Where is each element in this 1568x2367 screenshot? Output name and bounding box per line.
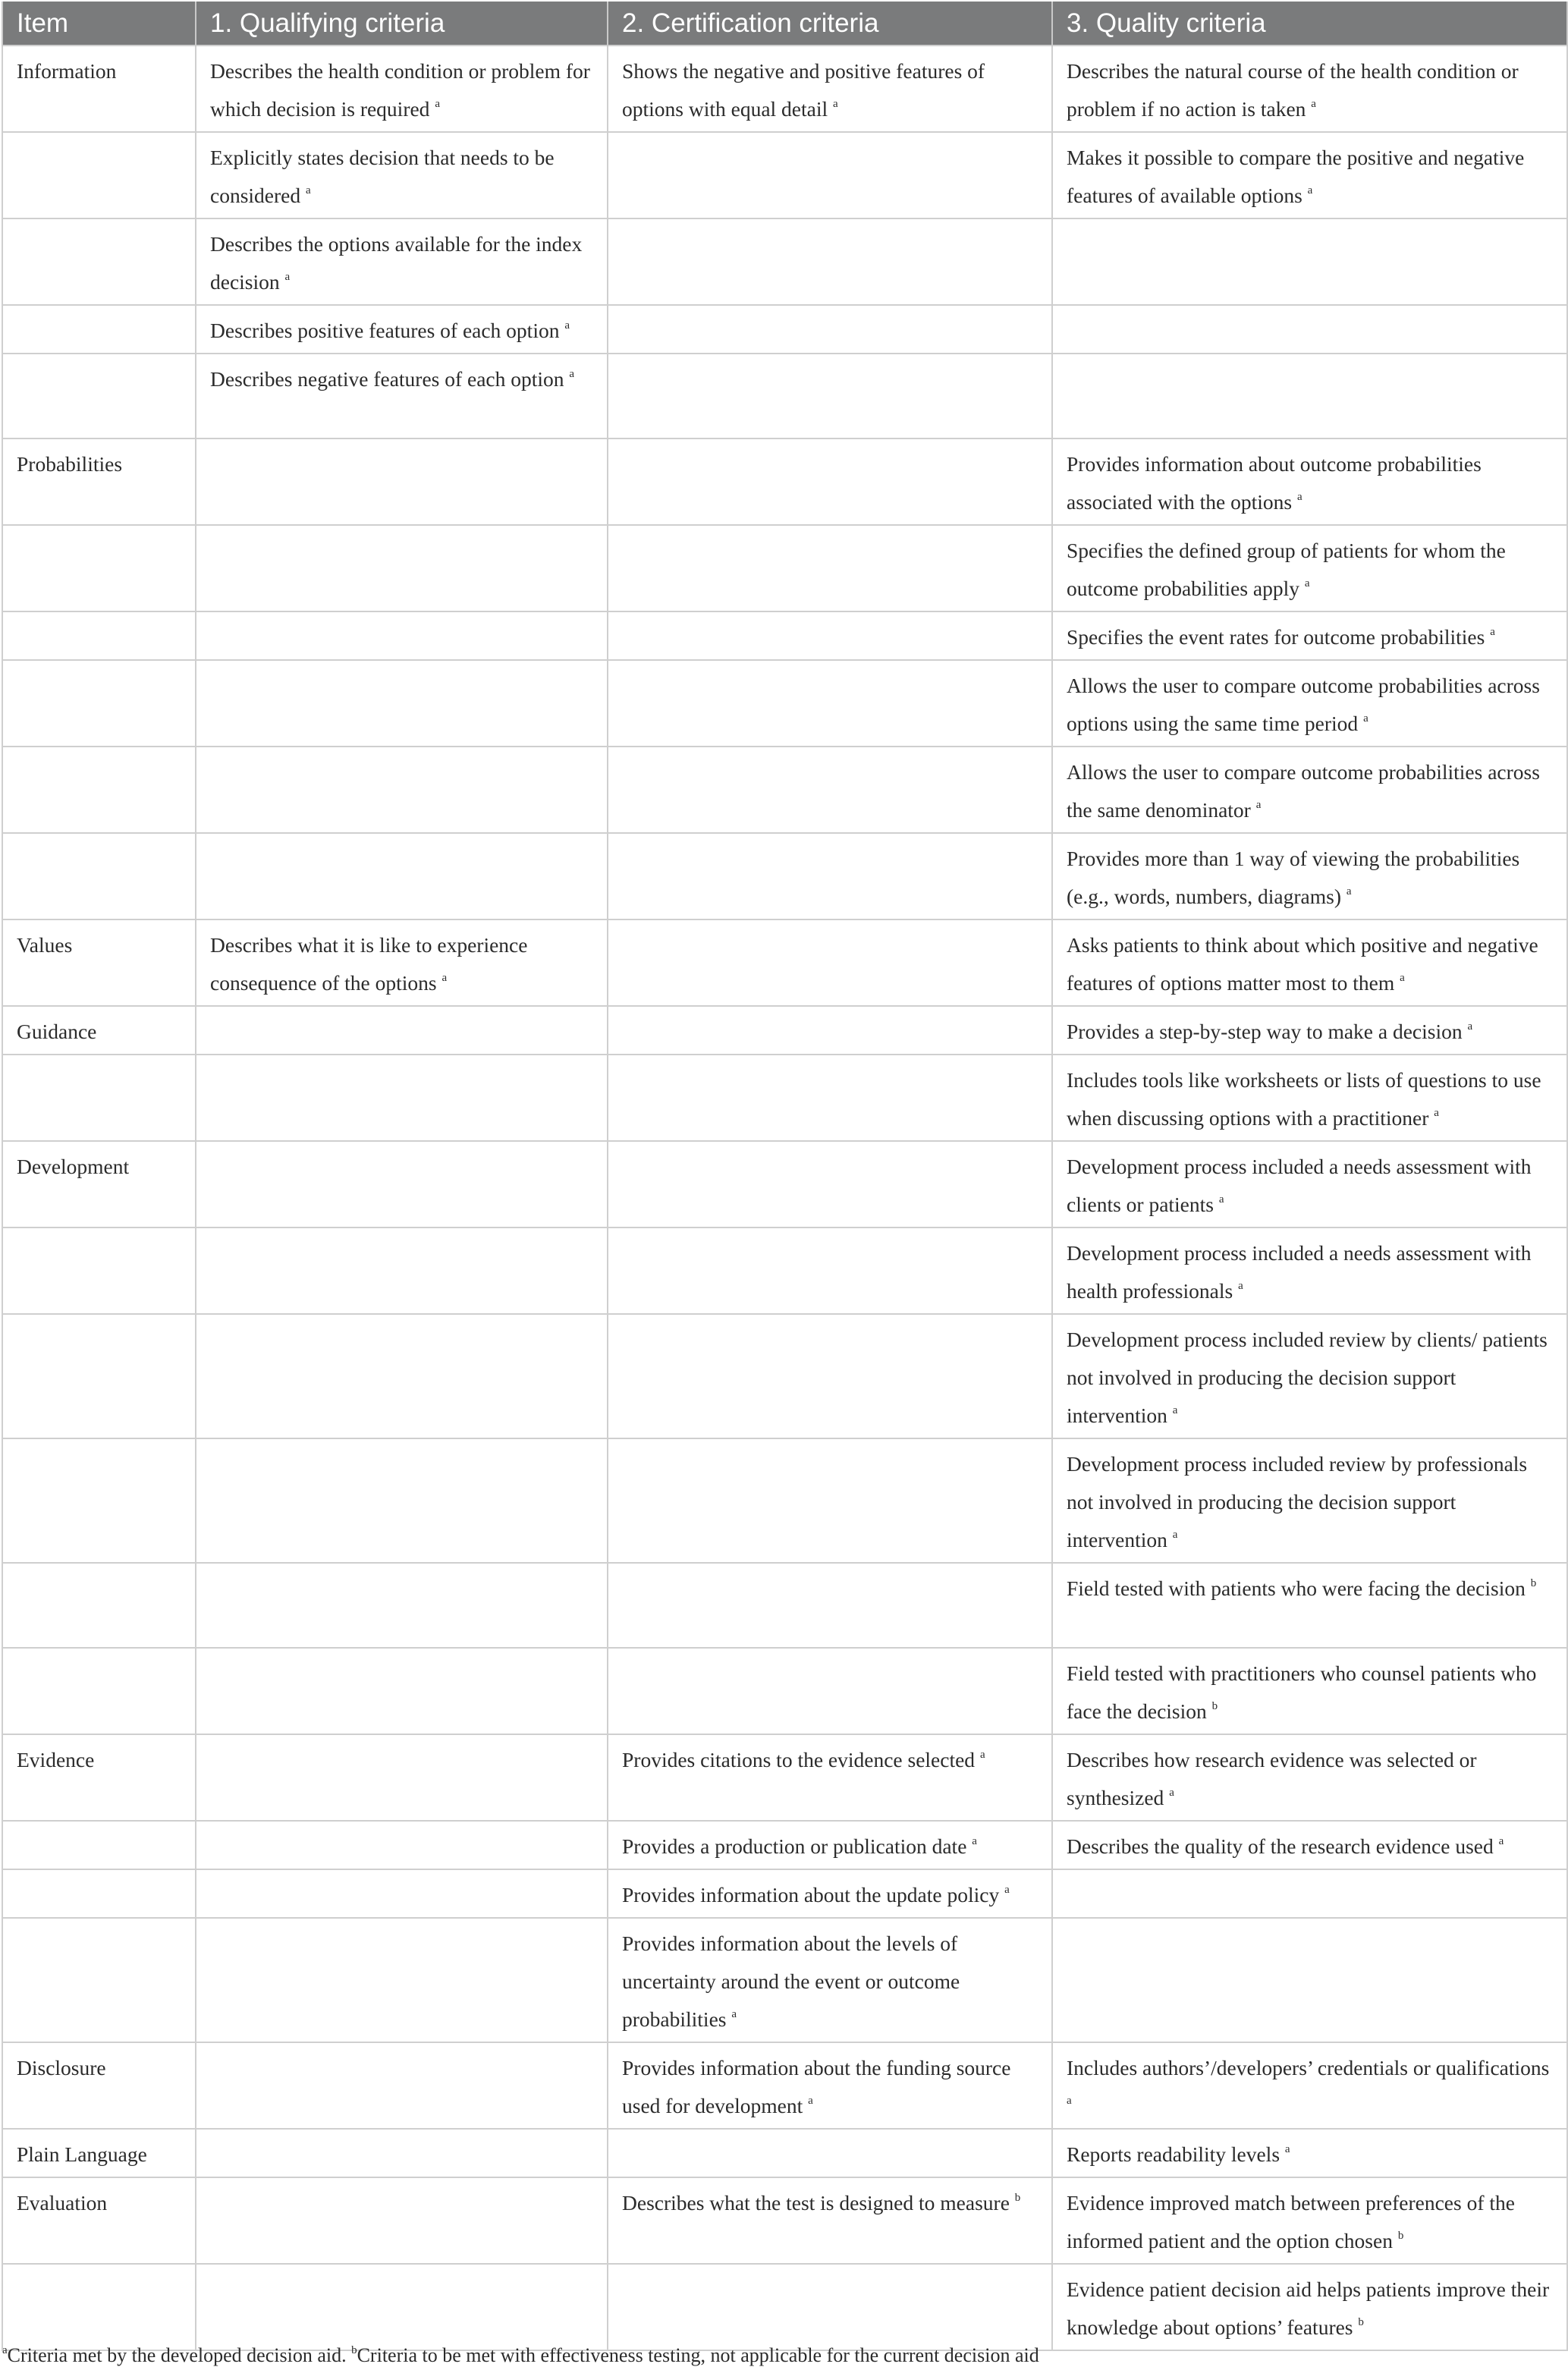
cell-text: Development process included a needs assessment with clients or patients xyxy=(1067,1155,1532,1216)
cell-text: Specifies the defined group of patients for whom the outcome probabilities apply xyxy=(1067,539,1506,600)
item-cell xyxy=(2,46,196,132)
qualifying-cell xyxy=(196,1228,608,1314)
footnote-marker: b xyxy=(1397,2230,1404,2242)
footnote-marker: a xyxy=(1363,712,1368,725)
quality-cell xyxy=(1052,1438,1567,1563)
quality-cell xyxy=(1052,747,1567,833)
item-cell xyxy=(2,1141,196,1228)
certification-cell xyxy=(608,919,1052,1006)
qualifying-cell xyxy=(196,2177,608,2264)
cell-text: Describes what it is like to experience consequence of the options xyxy=(210,933,528,995)
table-row xyxy=(2,1821,1567,1869)
certification-cell xyxy=(608,833,1052,919)
certification-cell xyxy=(608,218,1052,305)
certification-cell xyxy=(608,1055,1052,1141)
qualifying-cell xyxy=(196,354,608,439)
qualifying-cell xyxy=(196,439,608,525)
cell-text: Reports readability levels xyxy=(1067,2142,1280,2166)
table-row xyxy=(2,1563,1567,1648)
quality-cell xyxy=(1052,2042,1567,2129)
quality-cell xyxy=(1052,218,1567,305)
item-cell xyxy=(2,1314,196,1438)
item-cell xyxy=(2,1648,196,1734)
footnote-marker: a xyxy=(1067,2095,1072,2107)
item-cell xyxy=(2,305,196,354)
footnote-marker: a xyxy=(808,2095,813,2107)
footnote-text-a: Criteria met by the developed decision aid. xyxy=(7,2344,352,2366)
cell-text: Describes negative features of each option xyxy=(210,367,564,391)
certification-cell xyxy=(608,2129,1052,2177)
certification-cell xyxy=(608,1918,1052,2042)
item-cell xyxy=(2,1438,196,1563)
certification-cell xyxy=(608,1563,1052,1648)
certification-cell xyxy=(608,1734,1052,1821)
footnote-marker: a xyxy=(972,1835,977,1847)
qualifying-cell xyxy=(196,833,608,919)
item-cell xyxy=(2,611,196,660)
footnote-marker: a xyxy=(1311,98,1316,110)
qualifying-cell xyxy=(196,218,608,305)
footnote-marker: a xyxy=(1218,1193,1224,1206)
cell-text: Provides information about the funding source used for development xyxy=(622,2056,1011,2117)
certification-cell xyxy=(608,1438,1052,1563)
certification-cell xyxy=(608,354,1052,439)
cell-text: Explicitly states decision that needs to be considered xyxy=(210,146,555,207)
certification-cell xyxy=(608,2042,1052,2129)
footnote-marker: a xyxy=(284,271,291,283)
table-row xyxy=(2,1228,1567,1314)
quality-cell xyxy=(1052,1006,1567,1055)
qualifying-cell xyxy=(196,1055,608,1141)
table-row xyxy=(2,525,1567,611)
qualifying-cell xyxy=(196,2129,608,2177)
certification-cell xyxy=(608,2264,1052,2350)
header-qualifying-criteria: 1. Qualifying criteria xyxy=(196,2,608,46)
table-row xyxy=(2,2042,1567,2129)
cell-text: Provides a production or publication date xyxy=(622,1834,967,1858)
header-quality-criteria: 3. Quality criteria xyxy=(1052,2,1567,46)
cell-text: Makes it possible to compare the positive and negative features of available options xyxy=(1067,146,1525,207)
footnote-marker: a xyxy=(1172,1529,1178,1541)
footnote-mark-a: a xyxy=(2,2344,8,2356)
quality-cell xyxy=(1052,1228,1567,1314)
cell-text: Values xyxy=(17,933,73,957)
quality-cell xyxy=(1052,305,1567,354)
item-cell xyxy=(2,1055,196,1141)
quality-cell xyxy=(1052,2177,1567,2264)
certification-cell xyxy=(608,2177,1052,2264)
footnote-marker: a xyxy=(569,368,575,380)
cell-text: Evidence xyxy=(17,1748,95,1771)
item-cell xyxy=(2,919,196,1006)
footnote-text-b: Criteria to be met with effectiveness testing, not applicable for the current decision aid xyxy=(357,2344,1039,2366)
footnote-marker: a xyxy=(1467,1020,1473,1033)
quality-cell xyxy=(1052,1821,1567,1869)
footnote-marker: a xyxy=(1434,1107,1439,1119)
table-row xyxy=(2,1055,1567,1141)
qualifying-cell xyxy=(196,132,608,218)
certification-cell xyxy=(608,1648,1052,1734)
qualifying-cell xyxy=(196,46,608,132)
footnote-marker: a xyxy=(1490,626,1495,638)
cell-text: Field tested with patients who were facing the decision xyxy=(1067,1576,1526,1600)
item-cell xyxy=(2,354,196,439)
quality-cell xyxy=(1052,660,1567,747)
certification-cell xyxy=(608,1006,1052,1055)
certification-cell xyxy=(608,1141,1052,1228)
quality-cell xyxy=(1052,354,1567,439)
table-row xyxy=(2,354,1567,439)
table-row xyxy=(2,439,1567,525)
certification-cell xyxy=(608,1314,1052,1438)
item-cell xyxy=(2,2264,196,2350)
certification-cell xyxy=(608,132,1052,218)
criteria-table xyxy=(2,2,1568,2351)
certification-cell xyxy=(608,747,1052,833)
item-cell xyxy=(2,2042,196,2129)
footnote-marker: a xyxy=(1498,1835,1504,1847)
header-row xyxy=(2,2,1567,46)
quality-cell xyxy=(1052,611,1567,660)
item-cell xyxy=(2,1918,196,2042)
footnote-marker: a xyxy=(1255,799,1262,811)
cell-text: Allows the user to compare outcome probabilities across the same denominator xyxy=(1067,760,1540,822)
quality-cell xyxy=(1052,2264,1567,2350)
table-row xyxy=(2,132,1567,218)
qualifying-cell xyxy=(196,1438,608,1563)
qualifying-cell xyxy=(196,1869,608,1918)
cell-text: Evidence patient decision aid helps patients improve their knowledge about options’ features xyxy=(1067,2277,1550,2339)
certification-cell xyxy=(608,439,1052,525)
quality-cell xyxy=(1052,1055,1567,1141)
footnote-marker: a xyxy=(1284,2143,1290,2155)
footnote-marker: a xyxy=(1400,972,1405,984)
qualifying-cell xyxy=(196,1648,608,1734)
table-row xyxy=(2,1918,1567,2042)
item-cell xyxy=(2,747,196,833)
cell-text: Asks patients to think about which positive and negative features of options matter most to them xyxy=(1067,933,1538,995)
table-row xyxy=(2,833,1567,919)
footnote-marker: a xyxy=(833,98,838,110)
footnote-marker: a xyxy=(731,2008,737,2020)
cell-text: Provides information about the update policy xyxy=(622,1883,1000,1906)
header-certification-criteria: 2. Certification criteria xyxy=(608,2,1052,46)
cell-text: Allows the user to compare outcome probabilities across options using the same time period xyxy=(1067,674,1540,735)
footnote-marker: a xyxy=(564,319,570,332)
qualifying-cell xyxy=(196,611,608,660)
table-row xyxy=(2,1314,1567,1438)
table-row xyxy=(2,2177,1567,2264)
cell-text: Development process included review by professionals not involved in producing the decision support intervention xyxy=(1067,1452,1528,1551)
qualifying-cell xyxy=(196,305,608,354)
quality-cell xyxy=(1052,1918,1567,2042)
cell-text: Guidance xyxy=(17,1020,97,1043)
table-row xyxy=(2,919,1567,1006)
table-row xyxy=(2,2129,1567,2177)
cell-text: Field tested with practitioners who counsel patients who face the decision xyxy=(1067,1661,1537,1723)
quality-cell xyxy=(1052,833,1567,919)
item-cell xyxy=(2,525,196,611)
qualifying-cell xyxy=(196,1141,608,1228)
qualifying-cell xyxy=(196,2264,608,2350)
footnote-marker: b xyxy=(1014,2192,1021,2204)
cell-text: Provides a step-by-step way to make a decision xyxy=(1067,1020,1463,1043)
certification-cell xyxy=(608,1821,1052,1869)
cell-text: Describes the natural course of the health condition or problem if no action is taken xyxy=(1067,59,1519,121)
item-cell xyxy=(2,660,196,747)
footnote xyxy=(2,2344,1039,2367)
header-item: Item xyxy=(2,2,196,46)
item-cell xyxy=(2,2129,196,2177)
footnote-marker: a xyxy=(441,972,448,984)
footnote-marker: a xyxy=(1004,1884,1010,1896)
table-row xyxy=(2,747,1567,833)
qualifying-cell xyxy=(196,2042,608,2129)
cell-text: Describes positive features of each option xyxy=(210,319,560,342)
table-row xyxy=(2,660,1567,747)
certification-cell xyxy=(608,660,1052,747)
cell-text: Provides information about outcome probabilities associated with the options xyxy=(1067,452,1482,514)
quality-cell xyxy=(1052,1648,1567,1734)
item-cell xyxy=(2,1734,196,1821)
cell-text: Development process included review by clients/ patients not involved in producing the decision support intervention xyxy=(1067,1328,1548,1427)
footnote-marker: a xyxy=(1304,577,1310,589)
qualifying-cell xyxy=(196,747,608,833)
table-row xyxy=(2,1734,1567,1821)
quality-cell xyxy=(1052,2129,1567,2177)
footnote-marker: a xyxy=(1346,885,1352,897)
table-row xyxy=(2,1006,1567,1055)
qualifying-cell xyxy=(196,1918,608,2042)
footnote-marker: b xyxy=(1358,2316,1364,2328)
cell-text: Describes what the test is designed to measure xyxy=(622,2191,1010,2215)
quality-cell xyxy=(1052,439,1567,525)
footnote-marker: b xyxy=(1530,1577,1537,1589)
cell-text: Development process included a needs assessment with health professionals xyxy=(1067,1241,1532,1303)
cell-text: Provides information about the levels of uncertainty around the event or outcome probabilities xyxy=(622,1932,960,2031)
table-row xyxy=(2,1648,1567,1734)
table-row xyxy=(2,1869,1567,1918)
item-cell xyxy=(2,1228,196,1314)
cell-text: Describes the options available for the index decision xyxy=(210,232,583,294)
quality-cell xyxy=(1052,46,1567,132)
table-row xyxy=(2,611,1567,660)
table-row xyxy=(2,305,1567,354)
quality-cell xyxy=(1052,1141,1567,1228)
quality-cell xyxy=(1052,1314,1567,1438)
certification-cell xyxy=(608,1869,1052,1918)
footnote-marker: a xyxy=(1169,1787,1174,1799)
item-cell xyxy=(2,132,196,218)
item-cell xyxy=(2,1563,196,1648)
item-cell xyxy=(2,833,196,919)
quality-cell xyxy=(1052,919,1567,1006)
cell-text: Describes the health condition or problem for which decision is required xyxy=(210,59,590,121)
table-row xyxy=(2,2264,1567,2350)
table-row xyxy=(2,218,1567,305)
qualifying-cell xyxy=(196,919,608,1006)
certification-cell xyxy=(608,1228,1052,1314)
qualifying-cell xyxy=(196,1314,608,1438)
cell-text: Development xyxy=(17,1155,130,1178)
item-cell xyxy=(2,2177,196,2264)
qualifying-cell xyxy=(196,1563,608,1648)
item-cell xyxy=(2,1006,196,1055)
item-cell xyxy=(2,1869,196,1918)
qualifying-cell xyxy=(196,525,608,611)
table-body xyxy=(2,46,1567,2350)
table-row xyxy=(2,1141,1567,1228)
qualifying-cell xyxy=(196,1734,608,1821)
cell-text: Plain Language xyxy=(17,2142,147,2166)
quality-cell xyxy=(1052,132,1567,218)
cell-text: Describes how research evidence was selected or synthesized xyxy=(1067,1748,1477,1809)
cell-text: Information xyxy=(17,59,117,83)
footnote-marker: b xyxy=(1211,1700,1218,1712)
item-cell xyxy=(2,1821,196,1869)
qualifying-cell xyxy=(196,1821,608,1869)
certification-cell xyxy=(608,305,1052,354)
cell-text: Shows the negative and positive features of options with equal detail xyxy=(622,59,985,121)
certification-cell xyxy=(608,611,1052,660)
footnote-mark-b: b xyxy=(351,2344,357,2356)
cell-text: Describes the quality of the research evidence used xyxy=(1067,1834,1494,1858)
cell-text: Includes tools like worksheets or lists of questions to use when discussing options with a practitioner xyxy=(1067,1068,1541,1130)
cell-text: Includes authors’/developers’ credentials or qualifications xyxy=(1067,2056,1550,2079)
table-row xyxy=(2,1438,1567,1563)
footnote-marker: a xyxy=(1172,1404,1178,1416)
cell-text: Specifies the event rates for outcome probabilities xyxy=(1067,625,1485,649)
cell-text: Provides citations to the evidence selected xyxy=(622,1748,976,1771)
cell-text: Evidence improved match between preferences of the informed patient and the option chosen xyxy=(1067,2191,1515,2252)
quality-cell xyxy=(1052,1869,1567,1918)
table-row xyxy=(2,46,1567,132)
footnote-marker: a xyxy=(979,1749,985,1761)
footnote-marker: a xyxy=(306,184,311,196)
item-cell xyxy=(2,439,196,525)
item-cell xyxy=(2,218,196,305)
quality-cell xyxy=(1052,1734,1567,1821)
certification-cell xyxy=(608,46,1052,132)
cell-text: Probabilities xyxy=(17,452,123,476)
cell-text: Disclosure xyxy=(17,2056,106,2079)
quality-cell xyxy=(1052,525,1567,611)
cell-text: Evaluation xyxy=(17,2191,108,2215)
footnote-marker: a xyxy=(435,98,440,110)
cell-text: Provides more than 1 way of viewing the probabilities (e.g., words, numbers, diagrams) xyxy=(1067,847,1520,908)
qualifying-cell xyxy=(196,660,608,747)
certification-cell xyxy=(608,525,1052,611)
quality-cell xyxy=(1052,1563,1567,1648)
qualifying-cell xyxy=(196,1006,608,1055)
footnote-marker: a xyxy=(1238,1280,1243,1292)
footnote-marker: a xyxy=(1307,184,1313,196)
footnote-marker: a xyxy=(1296,491,1302,503)
